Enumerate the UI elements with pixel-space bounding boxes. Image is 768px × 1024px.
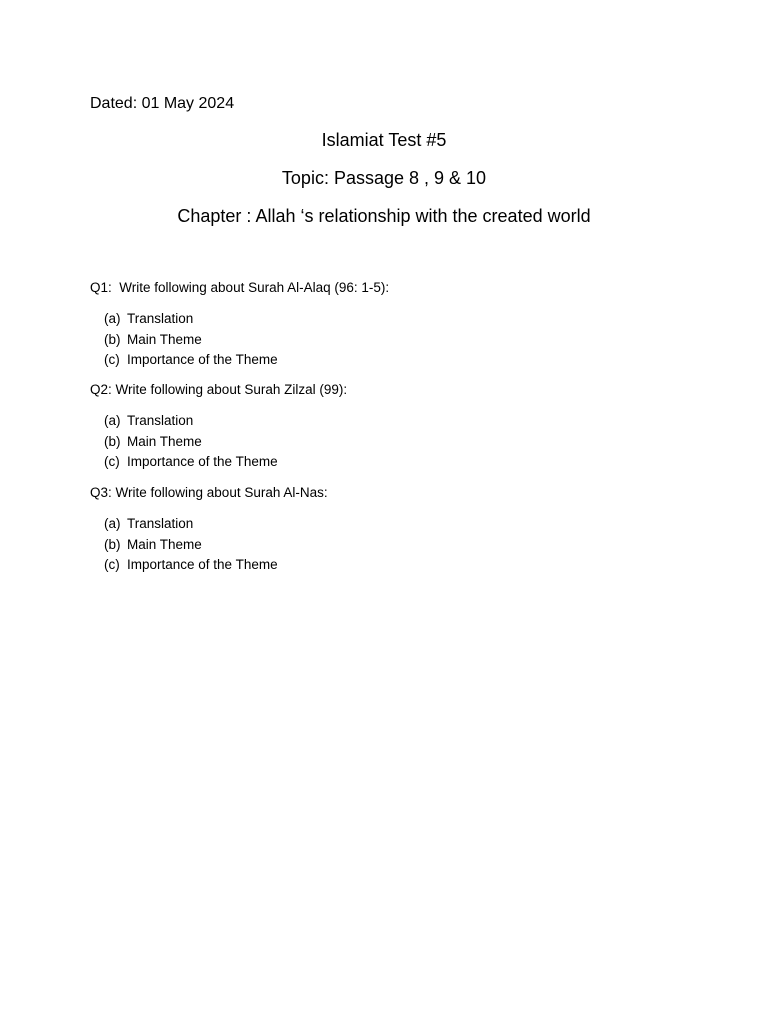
option-label: Importance of the Theme [127,352,278,368]
option-item [90,330,690,351]
option-item [90,514,690,535]
topic-line: Topic: Passage 8 , 9 & 10 [281,168,487,188]
question-2 [90,381,690,473]
option-marker: (c) [104,352,120,368]
option-item [90,411,690,432]
question-text: Q1: Write following about Surah Al-Alaq (96: 1-5): [90,280,390,295]
option-marker: (b) [104,331,121,347]
option-item [90,432,690,453]
option-marker: (a) [104,413,121,428]
date-line: Dated: 01 May 2024 [90,95,235,112]
option-label: Importance of the Theme [127,557,278,573]
option-label: Main Theme [127,536,202,552]
option-list [90,411,690,473]
option-label: Importance of the Theme [127,454,278,470]
chapter-line: Chapter : Allah ‘s relationship with the created world [177,206,591,226]
option-item [90,309,690,330]
option-label: Translation [127,516,194,531]
option-label: Translation [127,413,194,428]
question-text: Q2: Write following about Surah Zilzal (99): [90,382,348,397]
option-label: Main Theme [127,433,202,449]
question-1 [90,279,690,371]
option-marker: (c) [104,557,120,573]
option-item [90,452,690,473]
test-title: Islamiat Test #5 [321,130,447,150]
option-marker: (b) [104,433,121,449]
option-item [90,555,690,576]
option-marker: (c) [104,454,120,470]
question-3 [90,484,690,576]
option-label: Main Theme [127,331,202,347]
option-marker: (b) [104,536,121,552]
option-label: Translation [127,311,194,326]
option-marker: (a) [104,311,121,326]
option-list [90,514,690,576]
question-text: Q3: Write following about Surah Al-Nas: [90,485,328,500]
option-list [90,309,690,371]
option-marker: (a) [104,516,121,531]
option-item [90,535,690,556]
option-item [90,350,690,371]
